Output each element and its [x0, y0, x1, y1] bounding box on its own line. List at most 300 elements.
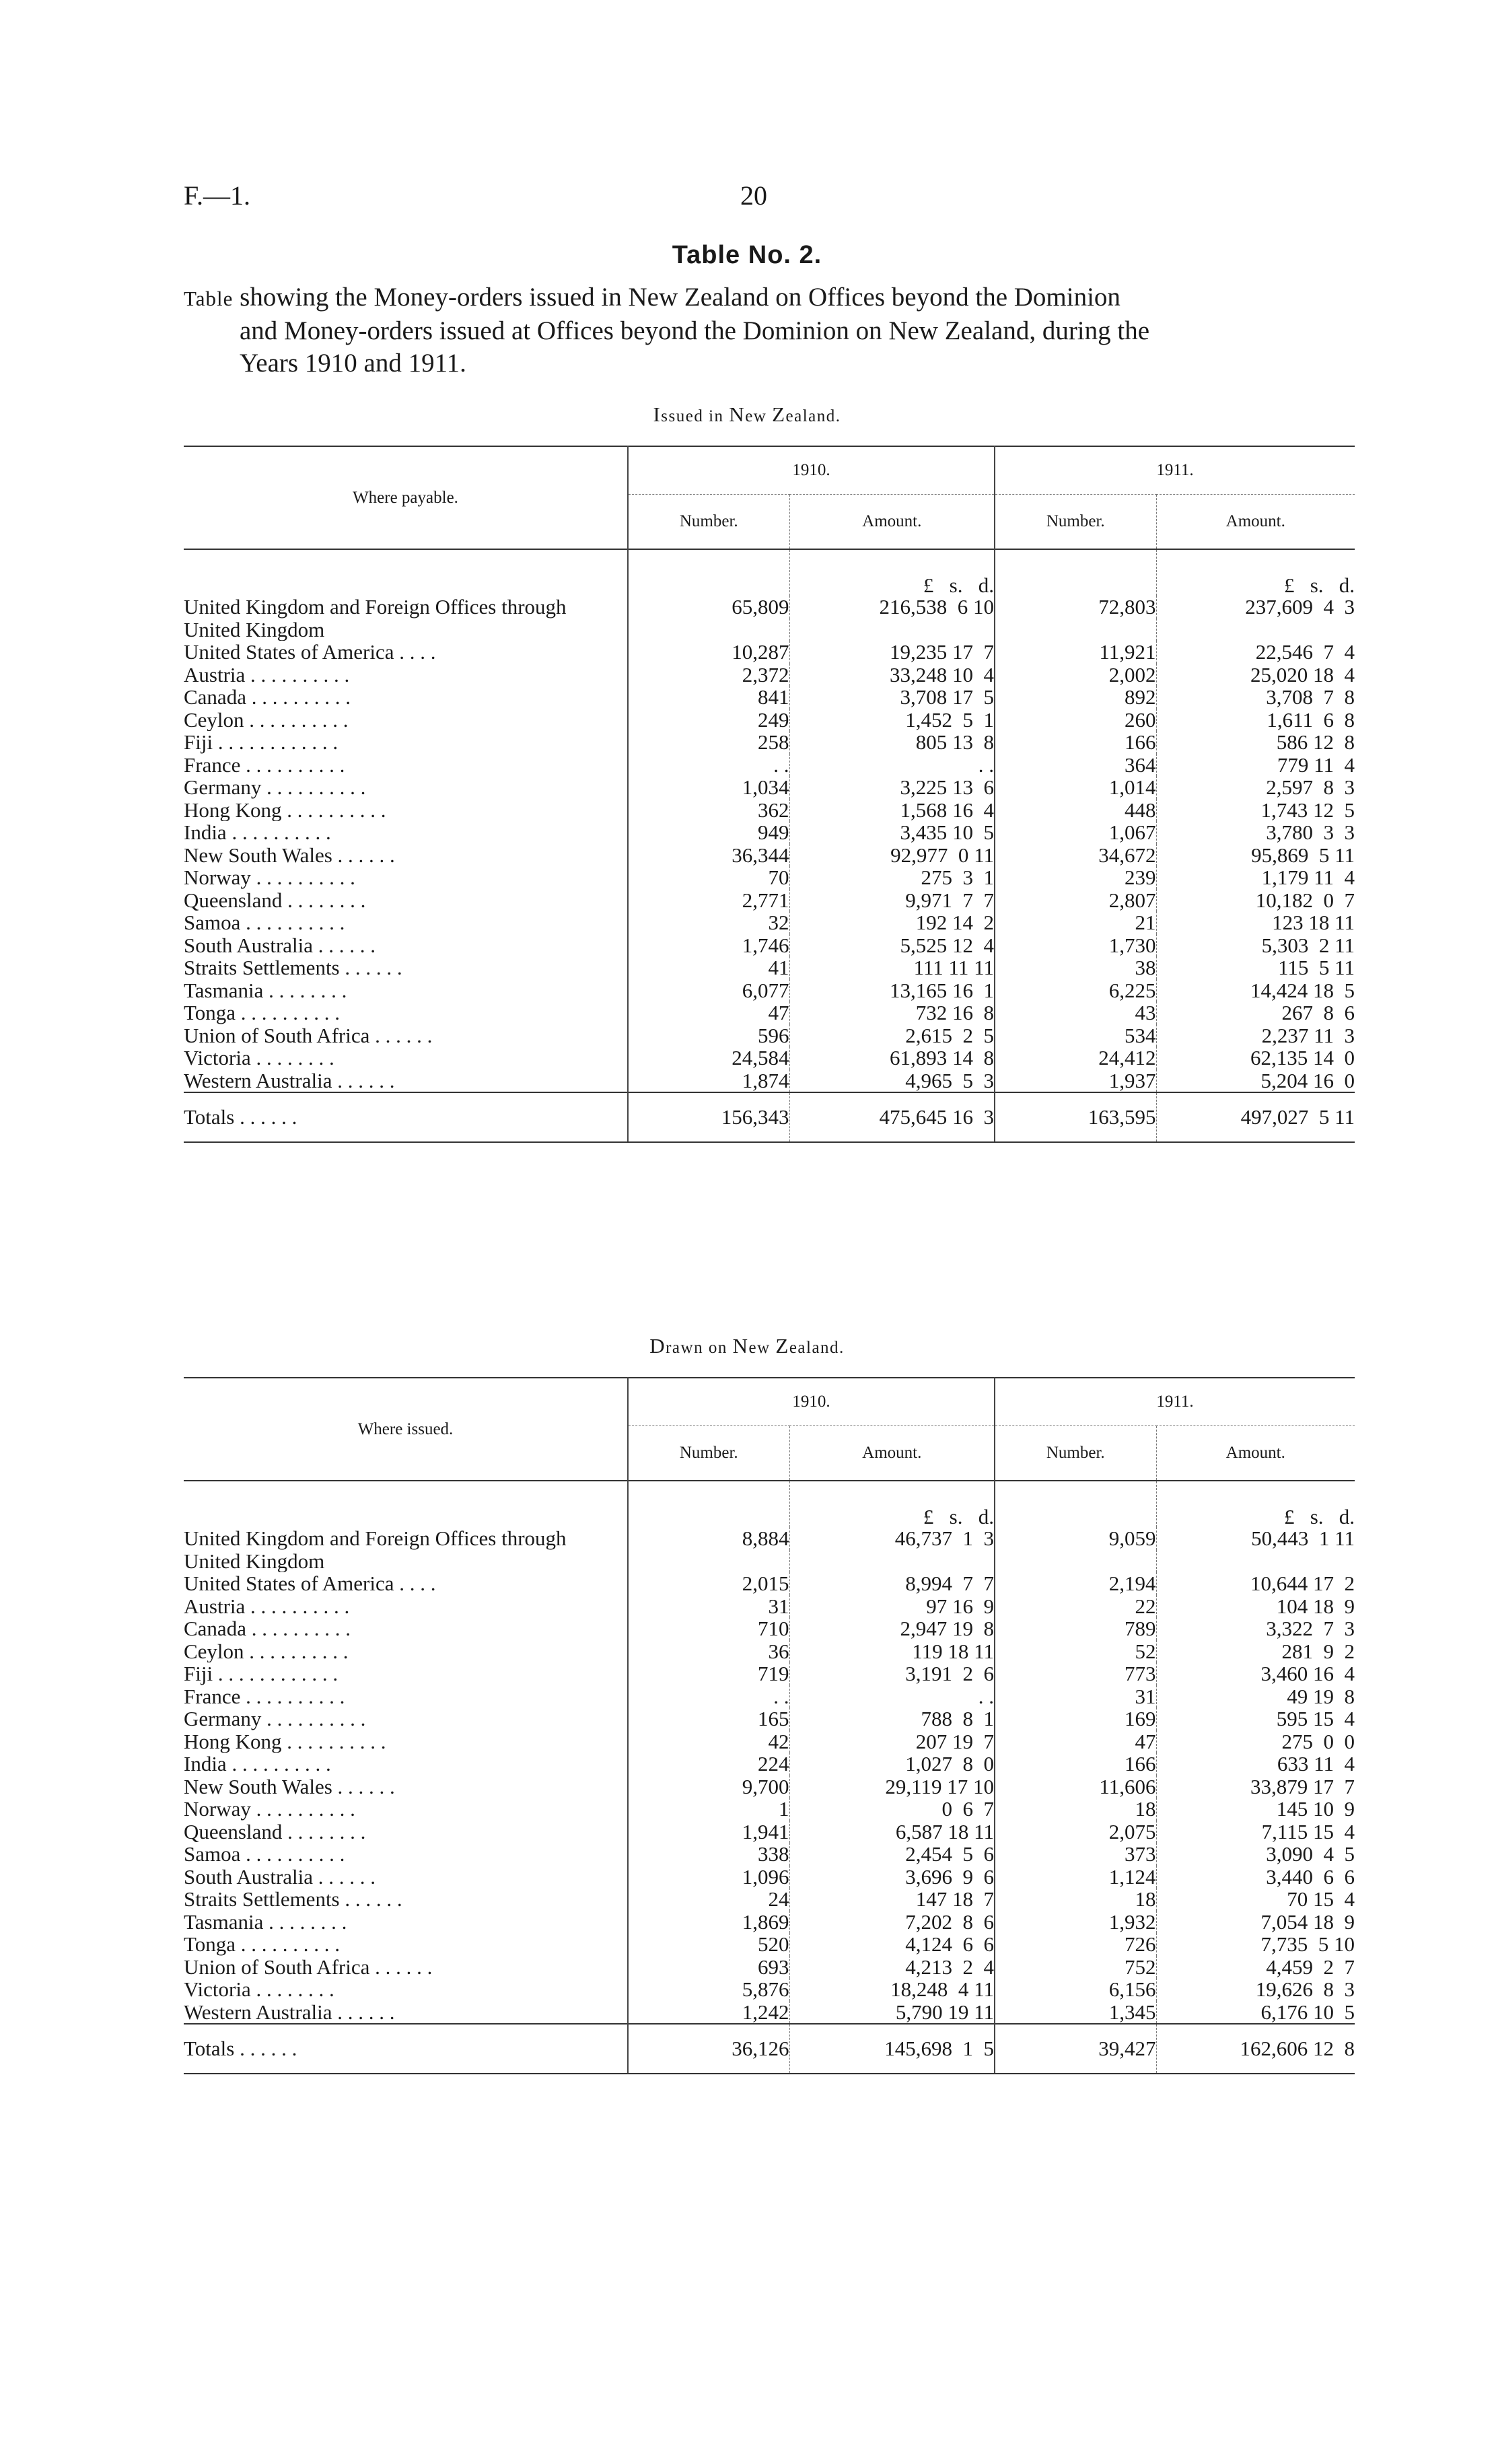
number-1910: 5,876	[628, 1978, 789, 2001]
number-1911: 166	[995, 731, 1156, 754]
table-row	[184, 596, 1355, 619]
amount-1910: 5,525 12 4	[789, 934, 995, 957]
totals-number-1910: 156,343	[628, 1092, 789, 1142]
number-1910: 2,015	[628, 1572, 789, 1595]
amount-1911: 3,322 7 3	[1156, 1617, 1355, 1640]
table-row	[184, 1047, 1355, 1069]
year-1910-header: 1910.	[628, 446, 995, 495]
number-1911-header: Number.	[995, 1426, 1156, 1481]
table-row	[184, 866, 1355, 889]
row-name: Fiji . . . . . . . . . . . .	[184, 1662, 339, 1685]
number-1910: 8,884	[628, 1527, 789, 1550]
number-1910: 841	[628, 686, 789, 709]
empty-cell	[628, 619, 789, 641]
amount-1911: 49 19 8	[1156, 1685, 1355, 1708]
amount-1911: 25,020 18 4	[1156, 664, 1355, 687]
amount-1911: 7,735 5 10	[1156, 1933, 1355, 1956]
row-name: Queensland . . . . . . . .	[184, 1820, 366, 1843]
table-row	[184, 1595, 1355, 1618]
number-1910: 1	[628, 1798, 789, 1821]
amount-1911: 3,708 7 8	[1156, 686, 1355, 709]
number-1911: 534	[995, 1024, 1156, 1047]
number-1910: 2,372	[628, 664, 789, 687]
row-name: Hong Kong . . . . . . . . . .	[184, 1730, 386, 1753]
row-name: United States of America . . . .	[184, 641, 436, 664]
table-row	[184, 709, 1355, 732]
totals-amount-1910: 145,698 1 5	[789, 2024, 995, 2074]
number-1911: 2,075	[995, 1821, 1156, 1843]
caption-line-3: Years 1910 and 1911.	[240, 349, 466, 378]
table-row	[184, 664, 1355, 687]
table-row	[184, 1069, 1355, 1093]
amount-1910: 3,696 9 6	[789, 1866, 995, 1889]
table-row	[184, 1798, 1355, 1821]
table-row-continuation	[184, 619, 1355, 641]
number-1911: 1,932	[995, 1911, 1156, 1934]
amount-1911: 95,869 5 11	[1156, 844, 1355, 867]
row-name: Victoria . . . . . . . .	[184, 1047, 334, 1069]
row-name: Straits Settlements . . . . . .	[184, 1888, 402, 1911]
amount-1911: 50,443 1 11	[1156, 1527, 1355, 1550]
row-name: South Australia . . . . . .	[184, 934, 376, 956]
number-1911: 789	[995, 1617, 1156, 1640]
issued-table	[184, 446, 1355, 1143]
row-name: New South Wales . . . . . .	[184, 1775, 395, 1798]
number-1911: 239	[995, 866, 1156, 889]
amount-1910: 1,568 16 4	[789, 799, 995, 822]
amount-1911: 145 10 9	[1156, 1798, 1355, 1821]
row-name: India . . . . . . . . . .	[184, 821, 331, 844]
table-row	[184, 1978, 1355, 2001]
amount-1910: 0 6 7	[789, 1798, 995, 1821]
row-name: Straits Settlements . . . . . .	[184, 956, 402, 979]
amount-1910: 2,615 2 5	[789, 1024, 995, 1047]
number-1910: 47	[628, 1001, 789, 1024]
number-1910: 42	[628, 1730, 789, 1753]
number-1911: 1,067	[995, 821, 1156, 844]
units-row	[184, 549, 1355, 596]
amount-1910: 9,971 7 7	[789, 889, 995, 912]
amount-1910: 147 18 7	[789, 1888, 995, 1911]
number-1910: 32	[628, 911, 789, 934]
number-1910: 36	[628, 1640, 789, 1663]
number-1910-header: Number.	[628, 1426, 789, 1481]
number-1911: 24,412	[995, 1047, 1156, 1069]
row-name: Samoa . . . . . . . . . .	[184, 1843, 345, 1866]
number-1911: 22	[995, 1595, 1156, 1618]
totals-label: Totals . . . . . .	[184, 2024, 628, 2074]
units-label-1911: £ s. d.	[1156, 1481, 1355, 1527]
row-name: Tasmania . . . . . . . .	[184, 979, 347, 1001]
units-spacer	[995, 1481, 1156, 1527]
table-title: Table No. 2.	[672, 241, 822, 269]
amount-1910: 29,119 17 10	[789, 1775, 995, 1798]
amount-1911: 3,460 16 4	[1156, 1662, 1355, 1685]
number-1910: . .	[628, 1685, 789, 1708]
amount-1910: 61,893 14 8	[789, 1047, 995, 1069]
amount-1910: 33,248 10 4	[789, 664, 995, 687]
row-name: United States of America . . . .	[184, 1572, 436, 1595]
amount-1910: 1,452 5 1	[789, 709, 995, 732]
table-row	[184, 934, 1355, 957]
number-1911: 166	[995, 1753, 1156, 1775]
empty-cell	[995, 619, 1156, 641]
amount-1910: 97 16 9	[789, 1595, 995, 1618]
row-name: Union of South Africa . . . . . .	[184, 1955, 433, 1978]
table-row	[184, 979, 1355, 1002]
amount-1911: 7,054 18 9	[1156, 1911, 1355, 1934]
amount-1911: 5,303 2 11	[1156, 934, 1355, 957]
row-name: Western Australia . . . . . .	[184, 2000, 395, 2024]
totals-number-1910: 36,126	[628, 2024, 789, 2074]
table-row	[184, 731, 1355, 754]
number-1910: 31	[628, 1595, 789, 1618]
amount-1911: 2,597 8 3	[1156, 776, 1355, 799]
row-name: France . . . . . . . . . .	[184, 753, 345, 776]
table-row	[184, 776, 1355, 799]
table-row	[184, 1685, 1355, 1708]
amount-1911: 14,424 18 5	[1156, 979, 1355, 1002]
number-1911: 47	[995, 1730, 1156, 1753]
row-name: Germany . . . . . . . . . .	[184, 1708, 366, 1730]
amount-1910: 111 11 11	[789, 956, 995, 979]
section-heading-drawn: Drawn on New Zealand.	[649, 1334, 845, 1358]
table-row	[184, 799, 1355, 822]
amount-1910: 1,027 8 0	[789, 1753, 995, 1775]
row-name-continuation: United Kingdom	[184, 618, 325, 641]
amount-1911: 3,090 4 5	[1156, 1843, 1355, 1866]
amount-1911: 1,179 11 4	[1156, 866, 1355, 889]
amount-1911: 267 8 6	[1156, 1001, 1355, 1024]
number-1911: 373	[995, 1843, 1156, 1866]
number-1910: 2,771	[628, 889, 789, 912]
totals-number-1911: 163,595	[995, 1092, 1156, 1142]
amount-1910: 3,435 10 5	[789, 821, 995, 844]
amount-1910: 788 8 1	[789, 1708, 995, 1730]
number-1910: 693	[628, 1956, 789, 1979]
number-1911: 448	[995, 799, 1156, 822]
number-1910: 1,941	[628, 1821, 789, 1843]
amount-1911: 275 0 0	[1156, 1730, 1355, 1753]
number-1911: 11,606	[995, 1775, 1156, 1798]
row-name: Austria . . . . . . . . . .	[184, 663, 350, 686]
number-1911: 752	[995, 1956, 1156, 1979]
amount-1910: 216,538 6 10	[789, 596, 995, 619]
table-row	[184, 1572, 1355, 1595]
amount-1910: 19,235 17 7	[789, 641, 995, 664]
row-name: Tonga . . . . . . . . . .	[184, 1933, 341, 1956]
table-row	[184, 1753, 1355, 1775]
units-row	[184, 1481, 1355, 1527]
row-name: Hong Kong . . . . . . . . . .	[184, 798, 386, 821]
issued-table-body	[184, 549, 1355, 1142]
amount-1911: 62,135 14 0	[1156, 1047, 1355, 1069]
table-row	[184, 686, 1355, 709]
empty-cell	[995, 1550, 1156, 1573]
row-name: Samoa . . . . . . . . . .	[184, 911, 345, 934]
row-name: Canada . . . . . . . . . .	[184, 686, 351, 709]
table-row	[184, 2001, 1355, 2025]
table-row	[184, 1001, 1355, 1024]
totals-row	[184, 2024, 1355, 2074]
units-spacer	[995, 549, 1156, 596]
amount-1911: 123 18 11	[1156, 911, 1355, 934]
where-issued-header: Where issued.	[357, 1419, 454, 1438]
amount-1910-header: Amount.	[789, 1426, 995, 1481]
totals-label: Totals . . . . . .	[184, 1092, 628, 1142]
number-1911: 18	[995, 1798, 1156, 1821]
caption-line-1: showing the Money-orders issued in New Zealand on Offices beyond the Dominion	[240, 283, 1120, 312]
amount-1910-header: Amount.	[789, 495, 995, 550]
row-name: France . . . . . . . . . .	[184, 1685, 345, 1708]
number-1911: 9,059	[995, 1527, 1156, 1550]
table-row	[184, 1640, 1355, 1663]
amount-1910: 2,454 5 6	[789, 1843, 995, 1866]
amount-1910: 13,165 16 1	[789, 979, 995, 1002]
amount-1910: 732 16 8	[789, 1001, 995, 1024]
amount-1911: 70 15 4	[1156, 1888, 1355, 1911]
year-1910-header: 1910.	[628, 1378, 995, 1426]
amount-1911: 7,115 15 4	[1156, 1821, 1355, 1843]
row-name: Austria . . . . . . . . . .	[184, 1594, 350, 1617]
number-1910: 1,874	[628, 1069, 789, 1093]
amount-1911: 633 11 4	[1156, 1753, 1355, 1775]
number-1911: 1,345	[995, 2001, 1156, 2025]
number-1910: 36,344	[628, 844, 789, 867]
number-1910: 24	[628, 1888, 789, 1911]
empty-cell	[789, 1550, 995, 1573]
table-row	[184, 641, 1355, 664]
year-1911-header: 1911.	[995, 1378, 1355, 1426]
amount-1911: 1,611 6 8	[1156, 709, 1355, 732]
row-name: Tonga . . . . . . . . . .	[184, 1001, 341, 1024]
amount-1910: 119 18 11	[789, 1640, 995, 1663]
amount-1911: 10,644 17 2	[1156, 1572, 1355, 1595]
units-spacer	[628, 549, 789, 596]
table-row	[184, 1911, 1355, 1934]
number-1911: 18	[995, 1888, 1156, 1911]
drawn-table	[184, 1377, 1355, 2074]
amount-1911: 6,176 10 5	[1156, 2001, 1355, 2025]
number-1910: 224	[628, 1753, 789, 1775]
number-1911: 6,225	[995, 979, 1156, 1002]
number-1911: 11,921	[995, 641, 1156, 664]
number-1910: 165	[628, 1708, 789, 1730]
table-row	[184, 1888, 1355, 1911]
totals-amount-1910: 475,645 16 3	[789, 1092, 995, 1142]
row-name: Western Australia . . . . . .	[184, 1069, 395, 1092]
table-row	[184, 1933, 1355, 1956]
units-spacer	[184, 1481, 628, 1527]
number-1911: 31	[995, 1685, 1156, 1708]
number-1910: 10,287	[628, 641, 789, 664]
row-name: Tasmania . . . . . . . .	[184, 1910, 347, 1933]
table-row	[184, 1708, 1355, 1730]
section-heading-issued: Issued in New Zealand.	[653, 402, 841, 426]
amount-1911: 33,879 17 7	[1156, 1775, 1355, 1798]
number-1911: 773	[995, 1662, 1156, 1685]
amount-1910: 805 13 8	[789, 731, 995, 754]
row-name: Victoria . . . . . . . .	[184, 1978, 334, 2001]
table-row	[184, 1527, 1355, 1550]
row-name: South Australia . . . . . .	[184, 1865, 376, 1888]
row-name: India . . . . . . . . . .	[184, 1753, 331, 1775]
page-number: 20	[740, 180, 767, 211]
amount-1910: 207 19 7	[789, 1730, 995, 1753]
number-1910: 362	[628, 799, 789, 822]
number-1911: 1,730	[995, 934, 1156, 957]
units-label-1910: £ s. d.	[789, 1481, 995, 1527]
number-1911: 892	[995, 686, 1156, 709]
number-1911: 38	[995, 956, 1156, 979]
number-1911: 169	[995, 1708, 1156, 1730]
table-row	[184, 1024, 1355, 1047]
amount-1910: 3,191 2 6	[789, 1662, 995, 1685]
amount-1910: . .	[789, 1685, 995, 1708]
table-row-continuation	[184, 1550, 1355, 1573]
table-row	[184, 1775, 1355, 1798]
amount-1911: 1,743 12 5	[1156, 799, 1355, 822]
number-1911-header: Number.	[995, 495, 1156, 550]
amount-1911: 237,609 4 3	[1156, 596, 1355, 619]
row-name: New South Wales . . . . . .	[184, 843, 395, 866]
number-1911: 1,014	[995, 776, 1156, 799]
amount-1910: 46,737 1 3	[789, 1527, 995, 1550]
number-1911: 52	[995, 1640, 1156, 1663]
amount-1911: 104 18 9	[1156, 1595, 1355, 1618]
row-name: Canada . . . . . . . . . .	[184, 1617, 351, 1640]
number-1911: 1,124	[995, 1866, 1156, 1889]
amount-1910: 92,977 0 11	[789, 844, 995, 867]
drawn-table-body	[184, 1481, 1355, 2074]
number-1910: 9,700	[628, 1775, 789, 1798]
amount-1910: . .	[789, 754, 995, 777]
amount-1910: 7,202 8 6	[789, 1911, 995, 1934]
amount-1910: 275 3 1	[789, 866, 995, 889]
number-1911: 34,672	[995, 844, 1156, 867]
amount-1911: 281 9 2	[1156, 1640, 1355, 1663]
amount-1910: 4,213 2 4	[789, 1956, 995, 1979]
number-1910-header: Number.	[628, 495, 789, 550]
number-1910: 249	[628, 709, 789, 732]
units-spacer	[184, 549, 628, 596]
number-1911: 2,002	[995, 664, 1156, 687]
year-1911-header: 1911.	[995, 446, 1355, 495]
number-1910: 6,077	[628, 979, 789, 1002]
totals-amount-1911: 497,027 5 11	[1156, 1092, 1355, 1142]
table-row	[184, 1617, 1355, 1640]
amount-1911: 3,780 3 3	[1156, 821, 1355, 844]
number-1911: 260	[995, 709, 1156, 732]
table-row	[184, 889, 1355, 912]
where-payable-header: Where payable.	[353, 488, 458, 507]
amount-1910: 6,587 18 11	[789, 1821, 995, 1843]
table-row	[184, 1843, 1355, 1866]
number-1911: 1,937	[995, 1069, 1156, 1093]
totals-row	[184, 1092, 1355, 1142]
amount-1911: 595 15 4	[1156, 1708, 1355, 1730]
amount-1911-header: Amount.	[1156, 495, 1355, 550]
amount-1911: 779 11 4	[1156, 754, 1355, 777]
amount-1910: 8,994 7 7	[789, 1572, 995, 1595]
number-1910: 65,809	[628, 596, 789, 619]
totals-amount-1911: 162,606 12 8	[1156, 2024, 1355, 2074]
caption-line-2: and Money-orders issued at Offices beyond the Dominion on New Zealand, during the	[240, 316, 1150, 345]
number-1910: 338	[628, 1843, 789, 1866]
amount-1910: 3,708 17 5	[789, 686, 995, 709]
number-1910: . .	[628, 754, 789, 777]
table-row	[184, 754, 1355, 777]
table-row	[184, 1956, 1355, 1979]
row-name: Union of South Africa . . . . . .	[184, 1024, 433, 1047]
number-1910: 520	[628, 1933, 789, 1956]
row-name: United Kingdom and Foreign Offices through	[184, 1527, 567, 1550]
amount-1911: 22,546 7 4	[1156, 641, 1355, 664]
caption-lead: Table	[184, 287, 234, 310]
row-name: Germany . . . . . . . . . .	[184, 776, 366, 799]
number-1911: 43	[995, 1001, 1156, 1024]
number-1911: 2,194	[995, 1572, 1156, 1595]
amount-1910: 4,965 5 3	[789, 1069, 995, 1093]
empty-cell	[628, 1550, 789, 1573]
number-1910: 1,034	[628, 776, 789, 799]
amount-1910: 5,790 19 11	[789, 2001, 995, 2025]
number-1911: 21	[995, 911, 1156, 934]
number-1910: 70	[628, 866, 789, 889]
row-name: Ceylon . . . . . . . . . .	[184, 1640, 349, 1662]
number-1910: 1,746	[628, 934, 789, 957]
amount-1910: 18,248 4 11	[789, 1978, 995, 2001]
row-name: Norway . . . . . . . . . .	[184, 1798, 355, 1821]
amount-1910: 4,124 6 6	[789, 1933, 995, 1956]
empty-cell	[789, 619, 995, 641]
units-label-1910: £ s. d.	[789, 549, 995, 596]
number-1910: 719	[628, 1662, 789, 1685]
table-row	[184, 956, 1355, 979]
table-caption	[184, 281, 1368, 380]
document-code: F.—1.	[184, 180, 251, 211]
amount-1911: 5,204 16 0	[1156, 1069, 1355, 1093]
number-1910: 24,584	[628, 1047, 789, 1069]
row-name-continuation: United Kingdom	[184, 1549, 325, 1572]
amount-1911: 4,459 2 7	[1156, 1956, 1355, 1979]
units-spacer	[628, 1481, 789, 1527]
table-row	[184, 844, 1355, 867]
number-1910: 1,096	[628, 1866, 789, 1889]
row-name: Fiji . . . . . . . . . . . .	[184, 731, 339, 754]
amount-1911: 10,182 0 7	[1156, 889, 1355, 912]
amount-1911-header: Amount.	[1156, 1426, 1355, 1481]
number-1910: 596	[628, 1024, 789, 1047]
row-name: Ceylon . . . . . . . . . .	[184, 708, 349, 731]
empty-cell	[1156, 619, 1355, 641]
number-1911: 6,156	[995, 1978, 1156, 2001]
number-1910: 41	[628, 956, 789, 979]
number-1910: 258	[628, 731, 789, 754]
units-label-1911: £ s. d.	[1156, 549, 1355, 596]
number-1911: 364	[995, 754, 1156, 777]
row-name: United Kingdom and Foreign Offices through	[184, 596, 567, 619]
table-row	[184, 1730, 1355, 1753]
totals-number-1911: 39,427	[995, 2024, 1156, 2074]
number-1911: 2,807	[995, 889, 1156, 912]
number-1910: 1,869	[628, 1911, 789, 1934]
amount-1911: 2,237 11 3	[1156, 1024, 1355, 1047]
table-row	[184, 1821, 1355, 1843]
table-row	[184, 821, 1355, 844]
amount-1910: 2,947 19 8	[789, 1617, 995, 1640]
table-row	[184, 1866, 1355, 1889]
